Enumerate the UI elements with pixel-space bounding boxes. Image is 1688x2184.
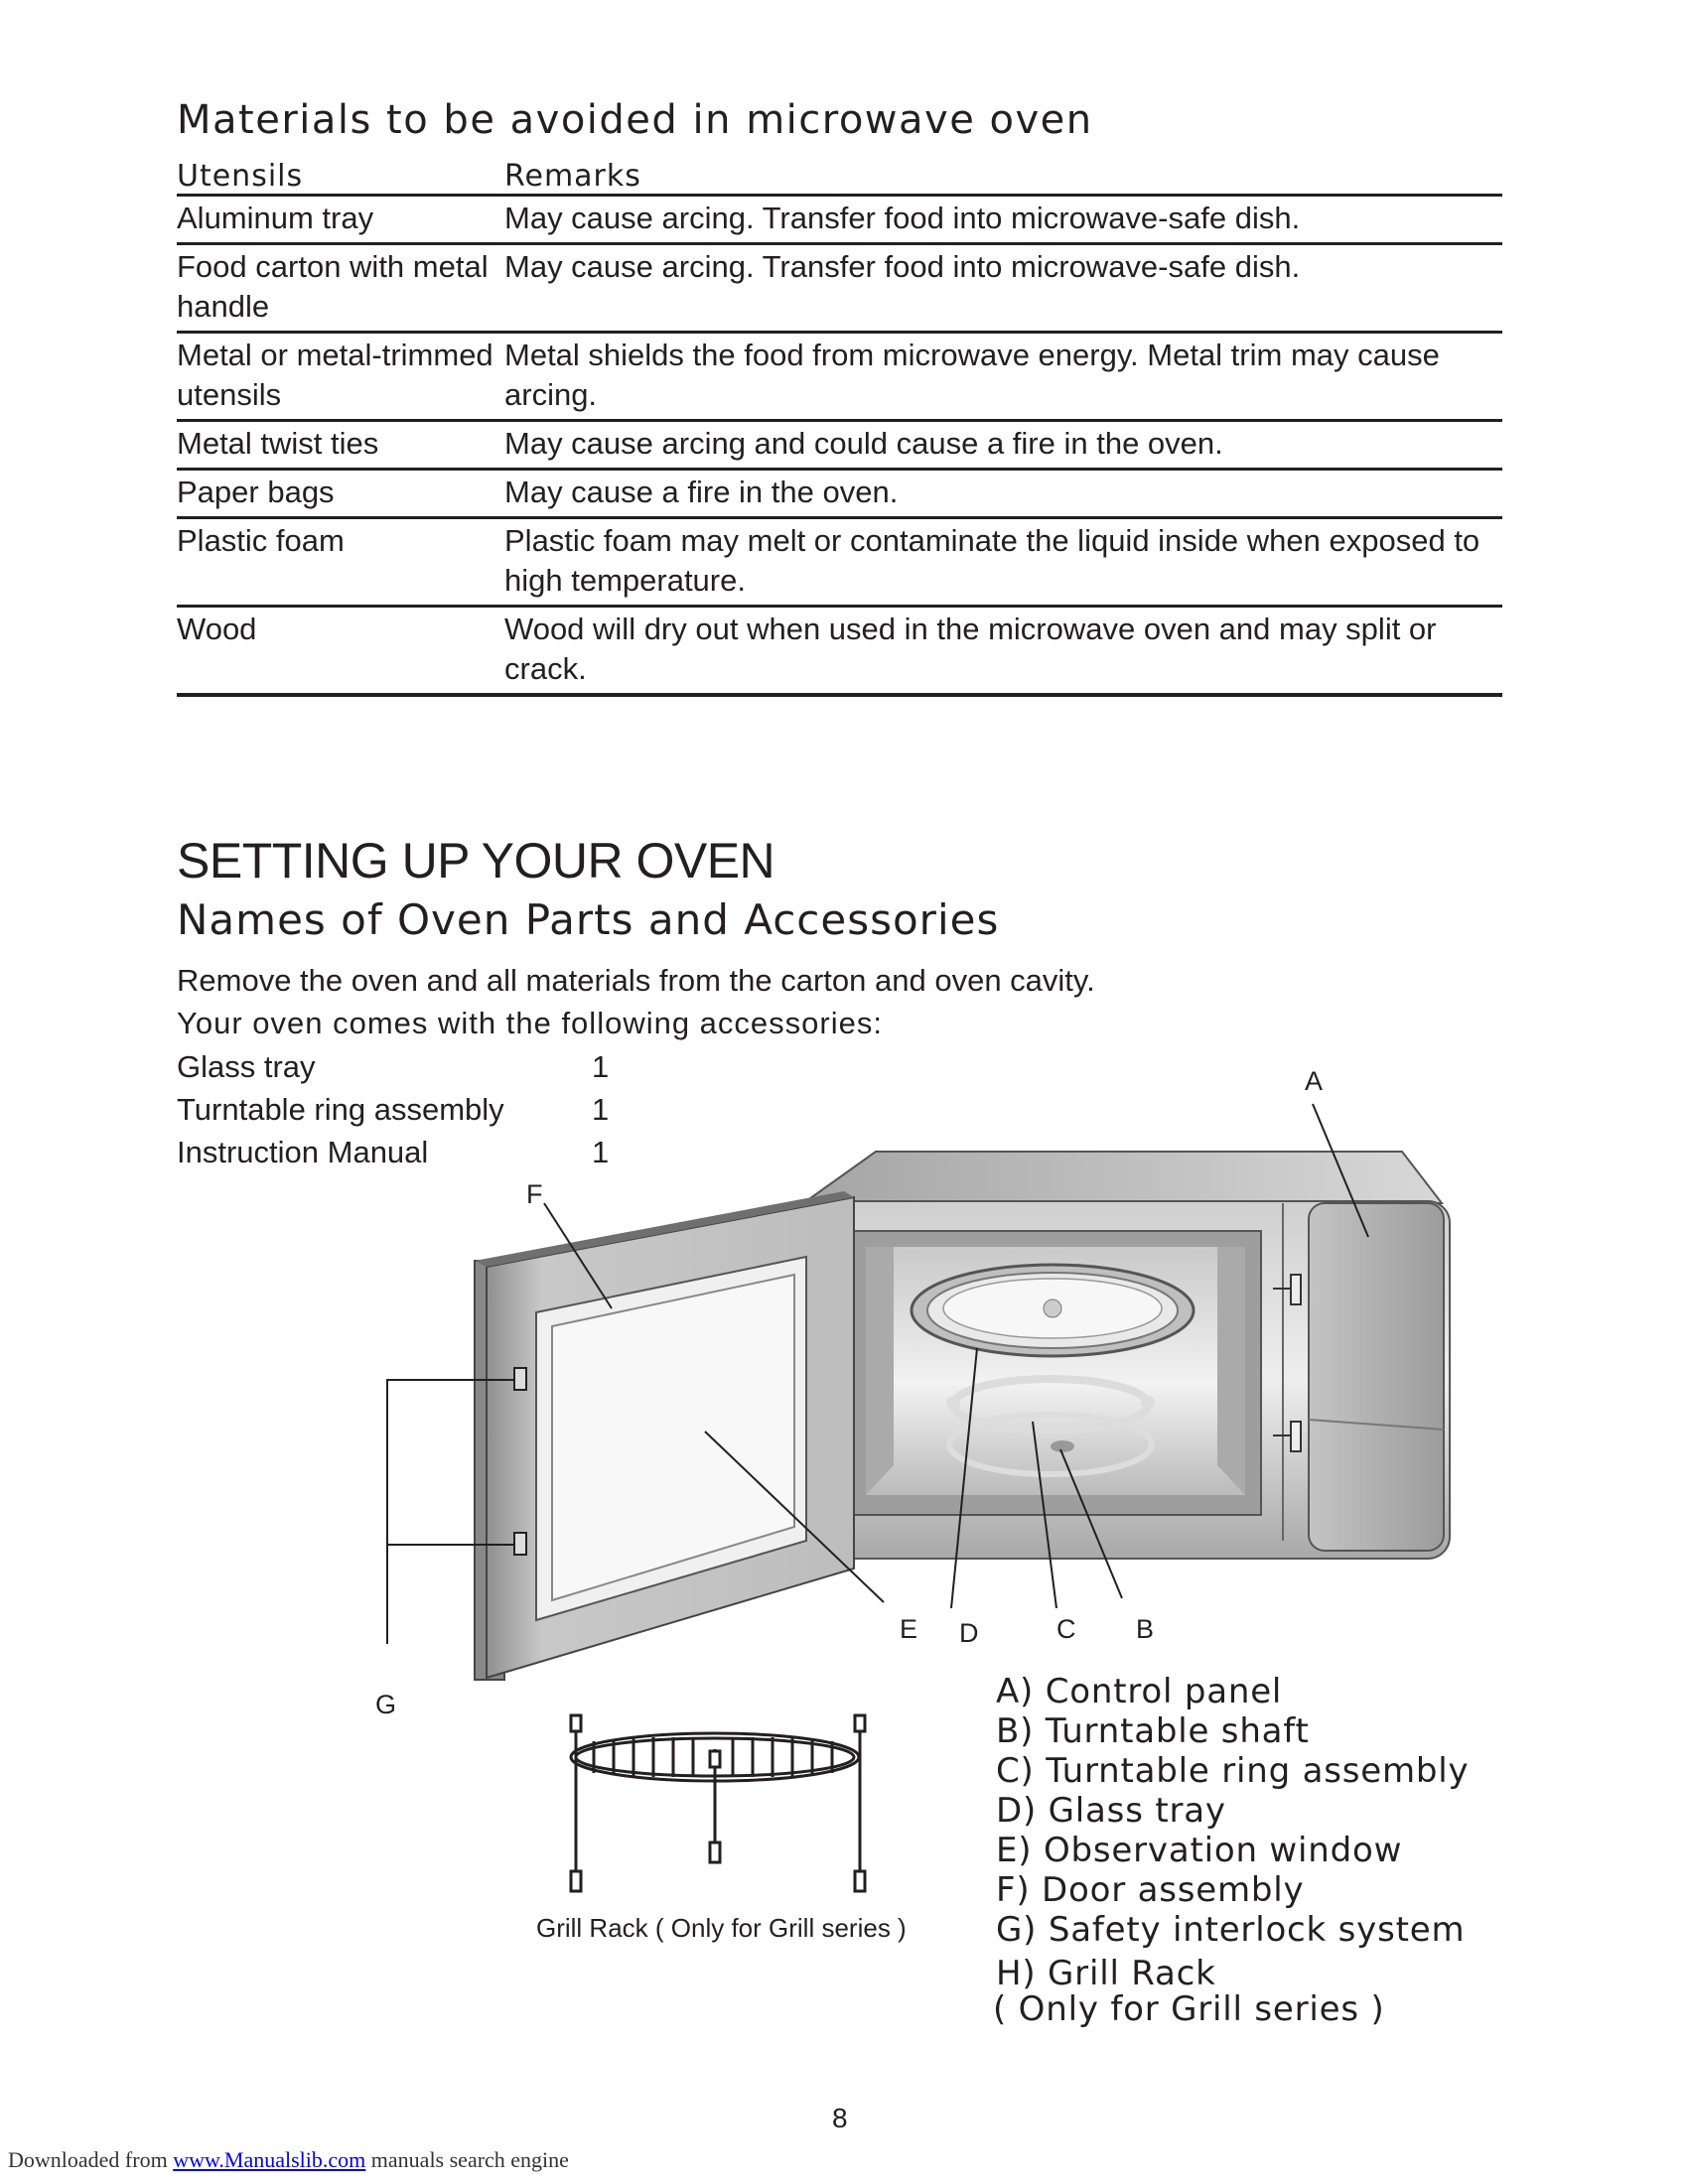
materials-heading: Materials to be avoided in microwave oven [177,97,1093,143]
col-header-remarks: Remarks [504,157,1502,196]
remark-cell: May cause arcing and could cause a fire in the oven. [504,421,1502,470]
label-a: A [1305,1066,1324,1096]
label-e: E [900,1614,918,1644]
legend-item: ( Only for Grill series ) [993,1989,1385,2029]
utensil-cell: Food carton with metal handle [177,244,504,333]
footer-suffix: manuals search engine [365,2147,569,2172]
utensil-cell: Wood [177,607,504,696]
utensil-cell: Plastic foam [177,518,504,607]
legend-item: A) Control panel [996,1672,1283,1711]
utensil-cell: Metal twist ties [177,421,504,470]
legend-item: F) Door assembly [996,1870,1305,1910]
legend-item: C) Turntable ring assembly [996,1751,1470,1791]
accessory-qty: 1 [592,1092,610,1127]
footer-prefix: Downloaded from [8,2147,174,2172]
accessory-name: Glass tray [177,1049,316,1084]
label-d: D [959,1618,979,1648]
page-number: 8 [832,2103,848,2133]
legend-item: E) Observation window [996,1831,1403,1870]
glass-tray [912,1265,1194,1356]
label-c: C [1056,1614,1076,1644]
legend-item: H) Grill Rack [996,1954,1216,1993]
accessory-qty: 1 [592,1135,610,1169]
remark-cell: May cause arcing. Transfer food into microwave-safe dish. [504,244,1502,333]
grill-rack-caption: Grill Rack ( Only for Grill series ) [536,1913,907,1943]
grill-rack [571,1715,865,1891]
label-g: G [375,1690,397,1719]
col-header-utensils: Utensils [177,157,504,196]
footer [8,2147,569,2173]
remark-cell: Wood will dry out when used in the microwave oven and may split or crack. [504,607,1502,696]
utensil-cell: Aluminum tray [177,196,504,244]
section-title: SETTING UP YOUR OVEN [177,833,775,888]
accessory-name: Turntable ring assembly [177,1092,504,1127]
legend-item: D) Glass tray [996,1791,1226,1831]
remark-cell: May cause arcing. Transfer food into microwave-safe dish. [504,196,1502,244]
legend-item: G) Safety interlock system [996,1910,1466,1950]
label-f: F [526,1179,543,1209]
utensil-cell: Metal or metal-trimmed utensils [177,333,504,421]
intro-text: Remove the oven and all materials from the carton and oven cavity. [177,963,1095,998]
remark-cell: May cause a fire in the oven. [504,470,1502,518]
legend-item: B) Turntable shaft [996,1711,1310,1751]
utensil-cell: Paper bags [177,470,504,518]
accessory-name: Instruction Manual [177,1135,429,1169]
accessory-qty: 1 [592,1049,610,1084]
label-b: B [1136,1614,1155,1644]
manualslib-link[interactable]: www.Manualslib.com [173,2147,366,2172]
remark-cell: Metal shields the food from microwave energy. Metal trim may cause arcing. [504,333,1502,421]
section-subtitle: Names of Oven Parts and Accessories [177,895,1000,944]
oven-door [475,1191,854,1680]
intro-text: Your oven comes with the following accessories: [177,1006,883,1040]
remark-cell: Plastic foam may melt or contaminate the liquid inside when exposed to high temperature. [504,518,1502,607]
